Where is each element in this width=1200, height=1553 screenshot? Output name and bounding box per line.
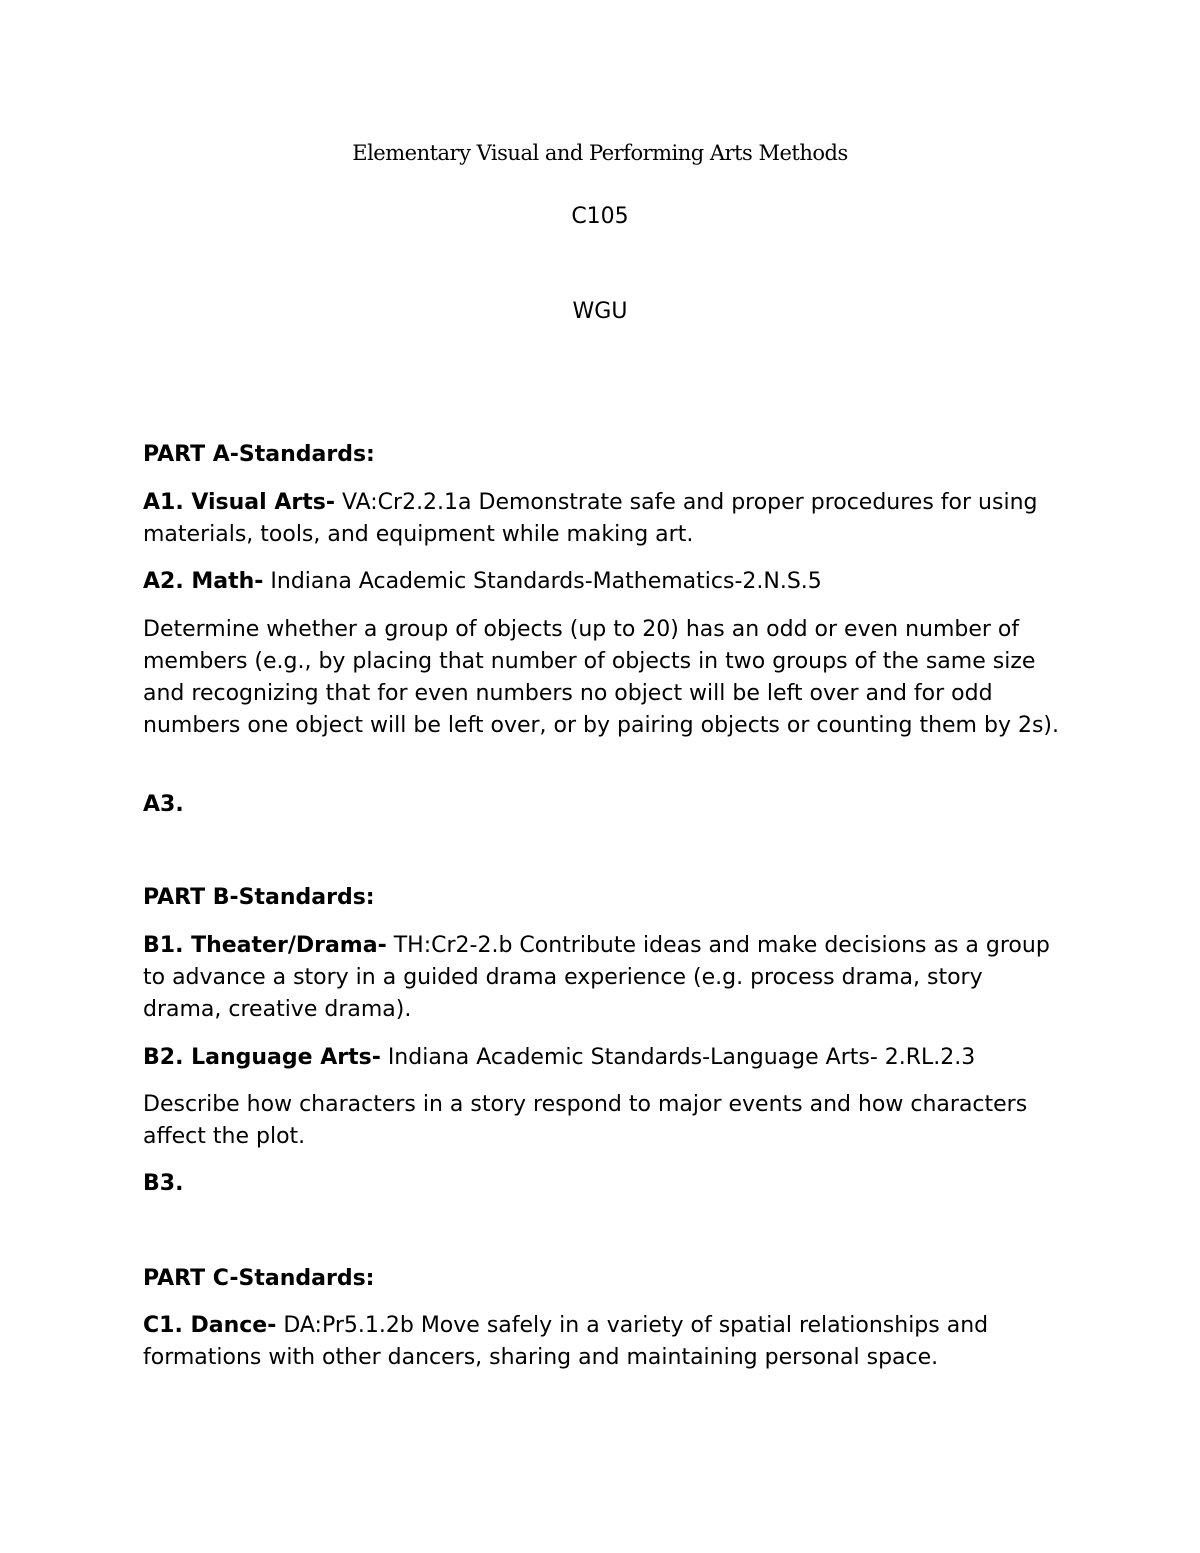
part-a-heading: PART A-Standards: (143, 442, 375, 467)
institution-name: WGU (572, 299, 628, 324)
standard-a2-description: Determine whether a group of objects (up to 20) has an odd or even number of members (e.g., by placing that number of objects in two groups of the same size and recognizing that for even numbers no object will be left over and for odd numbers one object will be left over, or by pairing objects or counting them by 2s). (143, 617, 1059, 738)
standard-a2 (143, 566, 1063, 598)
standard-b3-label: B3. (143, 1171, 184, 1196)
document-title: Elementary Visual and Performing Arts Methods (352, 141, 848, 165)
standard-b2-label: B2. Language Arts- (143, 1045, 381, 1070)
part-b-heading: PART B-Standards: (143, 885, 375, 910)
standard-b2-text: Indiana Academic Standards-Language Arts- 2.RL.2.3 (380, 1045, 976, 1070)
standard-b1-text: TH:Cr2-2.b Contribute ideas and make decisions as a group to advance a story in a guided drama experience (e.g. process drama, story drama, creative drama). (143, 933, 1050, 1022)
part-c-heading: PART C-Standards: (143, 1266, 375, 1291)
standard-a1-text: VA:Cr2.2.1a Demonstrate safe and proper procedures for using materials, tools, and equipment while making art. (143, 490, 1038, 547)
standard-a3-label: A3. (143, 792, 184, 817)
standard-b1-label: B1. Theater/Drama- (143, 933, 387, 958)
standard-b2 (143, 1042, 1063, 1074)
standard-b1 (143, 930, 1063, 1026)
standard-a2-label: A2. Math- (143, 569, 264, 594)
course-code: C105 (571, 204, 629, 229)
standard-a2-text: Indiana Academic Standards-Mathematics-2.N.S.5 (263, 569, 822, 594)
standard-c1-label: C1. Dance- (143, 1313, 277, 1338)
standard-c1-text: DA:Pr5.1.2b Move safely in a variety of spatial relationships and formations with other dancers, sharing and maintaining personal space. (143, 1313, 989, 1370)
standard-a1 (143, 487, 1063, 551)
standard-a1-label: A1. Visual Arts- (143, 490, 335, 515)
standard-b2-description: Describe how characters in a story respond to major events and how characters affect the plot. (143, 1092, 1028, 1149)
standard-c1 (143, 1310, 1063, 1374)
